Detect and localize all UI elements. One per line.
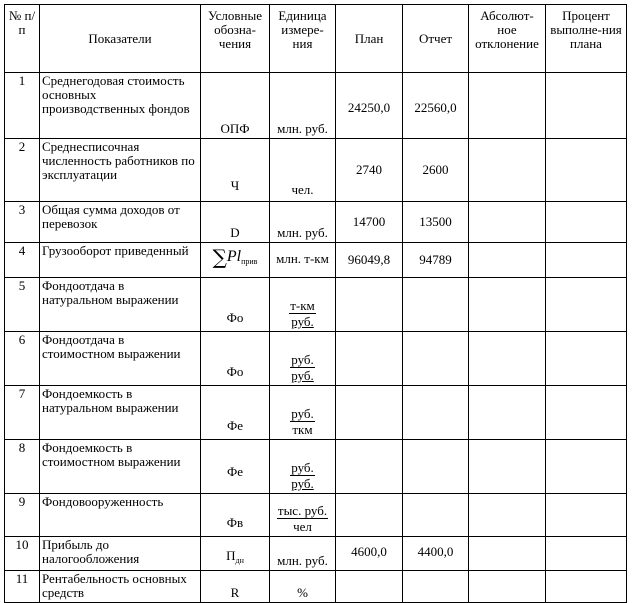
symbol-main: П [226,548,236,563]
row-num: 10 [5,537,40,571]
unit-denominator: руб. [291,368,314,383]
row-plan: 4600,0 [336,537,403,571]
header-plan: План [336,5,403,73]
unit-numerator: т-км [290,298,315,313]
row-unit: млн. руб. [270,537,336,571]
row-num: 6 [5,332,40,386]
row-report: 2600 [403,139,469,202]
row-abs-dev [469,440,546,494]
row-unit: млн. т-км [270,243,336,278]
row-unit: млн. руб. [270,73,336,139]
unit-denominator: ткм [292,422,313,437]
unit-fraction [290,352,315,383]
row-plan [336,386,403,440]
unit-denominator: руб. [291,314,314,329]
row-symbol: R [201,571,270,603]
row-name: Фондоемкость в натуральном выражении [40,386,201,440]
header-abs-dev: Абсолют-ное отклонение [469,5,546,73]
row-pct [546,243,627,278]
row-pct [546,278,627,332]
table-row [5,386,627,440]
row-name: Фондоотдача в натуральном выражении [40,278,201,332]
row-num: 3 [5,202,40,243]
row-abs-dev [469,243,546,278]
unit-numerator: тыс. руб. [277,503,328,518]
row-name: Среднесписочная численность работников по эксплуатации [40,139,201,202]
row-num: 11 [5,571,40,603]
row-name: Фондовооруженность [40,494,201,537]
row-pct [546,494,627,537]
row-abs-dev [469,139,546,202]
row-symbol: Фе [201,386,270,440]
row-symbol [201,537,270,571]
symbol-subscript: дн [235,556,244,565]
header-row [5,5,627,73]
row-abs-dev [469,278,546,332]
row-abs-dev [469,386,546,440]
row-symbol: Фе [201,440,270,494]
header-report: Отчет [403,5,469,73]
table-row [5,139,627,202]
row-report: 22560,0 [403,73,469,139]
table-row [5,537,627,571]
unit-denominator: руб. [291,476,314,491]
row-report [403,440,469,494]
row-report: 94789 [403,243,469,278]
row-symbol: ОПФ [201,73,270,139]
row-pct [546,73,627,139]
sum-symbol: ∑ [212,244,227,269]
row-num: 7 [5,386,40,440]
row-unit [270,386,336,440]
row-name: Среднегодовая стоимость основных производственных фондов [40,73,201,139]
unit-fraction [290,460,315,491]
row-symbol: Фв [201,494,270,537]
row-pct [546,332,627,386]
row-symbol: Ч [201,139,270,202]
row-plan [336,332,403,386]
row-unit: чел. [270,139,336,202]
table-row [5,243,627,278]
table-row [5,73,627,139]
table-row [5,440,627,494]
unit-denominator: чел [293,519,312,534]
row-plan [336,440,403,494]
row-plan [336,278,403,332]
table-row [5,494,627,537]
row-report: 13500 [403,202,469,243]
row-abs-dev [469,537,546,571]
row-report [403,494,469,537]
row-name: Грузооборот приведенный [40,243,201,278]
header-num: № п/п [5,5,40,73]
header-indicator: Показатели [40,5,201,73]
indicators-table [4,4,627,603]
row-report [403,386,469,440]
row-plan [336,494,403,537]
table-row [5,202,627,243]
row-symbol: Фо [201,278,270,332]
row-num: 9 [5,494,40,537]
row-plan: 14700 [336,202,403,243]
row-num: 4 [5,243,40,278]
unit-fraction [290,406,315,437]
row-name: Рентабельность основных средств [40,571,201,603]
row-plan: 24250,0 [336,73,403,139]
row-name: Общая сумма доходов от перевозок [40,202,201,243]
row-pct [546,440,627,494]
unit-fraction [277,503,328,534]
row-num: 8 [5,440,40,494]
row-report [403,278,469,332]
row-pct [546,139,627,202]
row-pct [546,537,627,571]
row-report: 4400,0 [403,537,469,571]
unit-numerator: руб. [291,352,314,367]
pl-subscript: прив [241,256,258,266]
row-unit [270,440,336,494]
row-unit [270,278,336,332]
row-unit: млн. руб. [270,202,336,243]
table-row [5,278,627,332]
row-unit [270,332,336,386]
header-unit: Единица измере-ния [270,5,336,73]
row-unit: % [270,571,336,603]
row-plan: 96049,8 [336,243,403,278]
row-num: 1 [5,73,40,139]
row-abs-dev [469,73,546,139]
row-symbol: Фо [201,332,270,386]
row-plan: 2740 [336,139,403,202]
header-pct: Процент выполне-ния плана [546,5,627,73]
row-symbol: D [201,202,270,243]
row-unit [270,494,336,537]
row-num: 5 [5,278,40,332]
row-symbol [201,243,270,278]
row-pct [546,386,627,440]
row-num: 2 [5,139,40,202]
row-name: Прибыль до налогообложения [40,537,201,571]
row-report [403,332,469,386]
row-name: Фондоотдача в стоимостном выражении [40,332,201,386]
row-pct [546,202,627,243]
unit-numerator: руб. [291,460,314,475]
row-abs-dev [469,494,546,537]
unit-numerator: руб. [291,406,314,421]
unit-fraction [289,298,316,329]
row-abs-dev [469,332,546,386]
table-row [5,332,627,386]
row-abs-dev [469,202,546,243]
row-name: Фондоемкость в стоимостном выражении [40,440,201,494]
header-symbol: Условные обозна-чения [201,5,270,73]
pl-symbol: Pl [226,247,242,265]
